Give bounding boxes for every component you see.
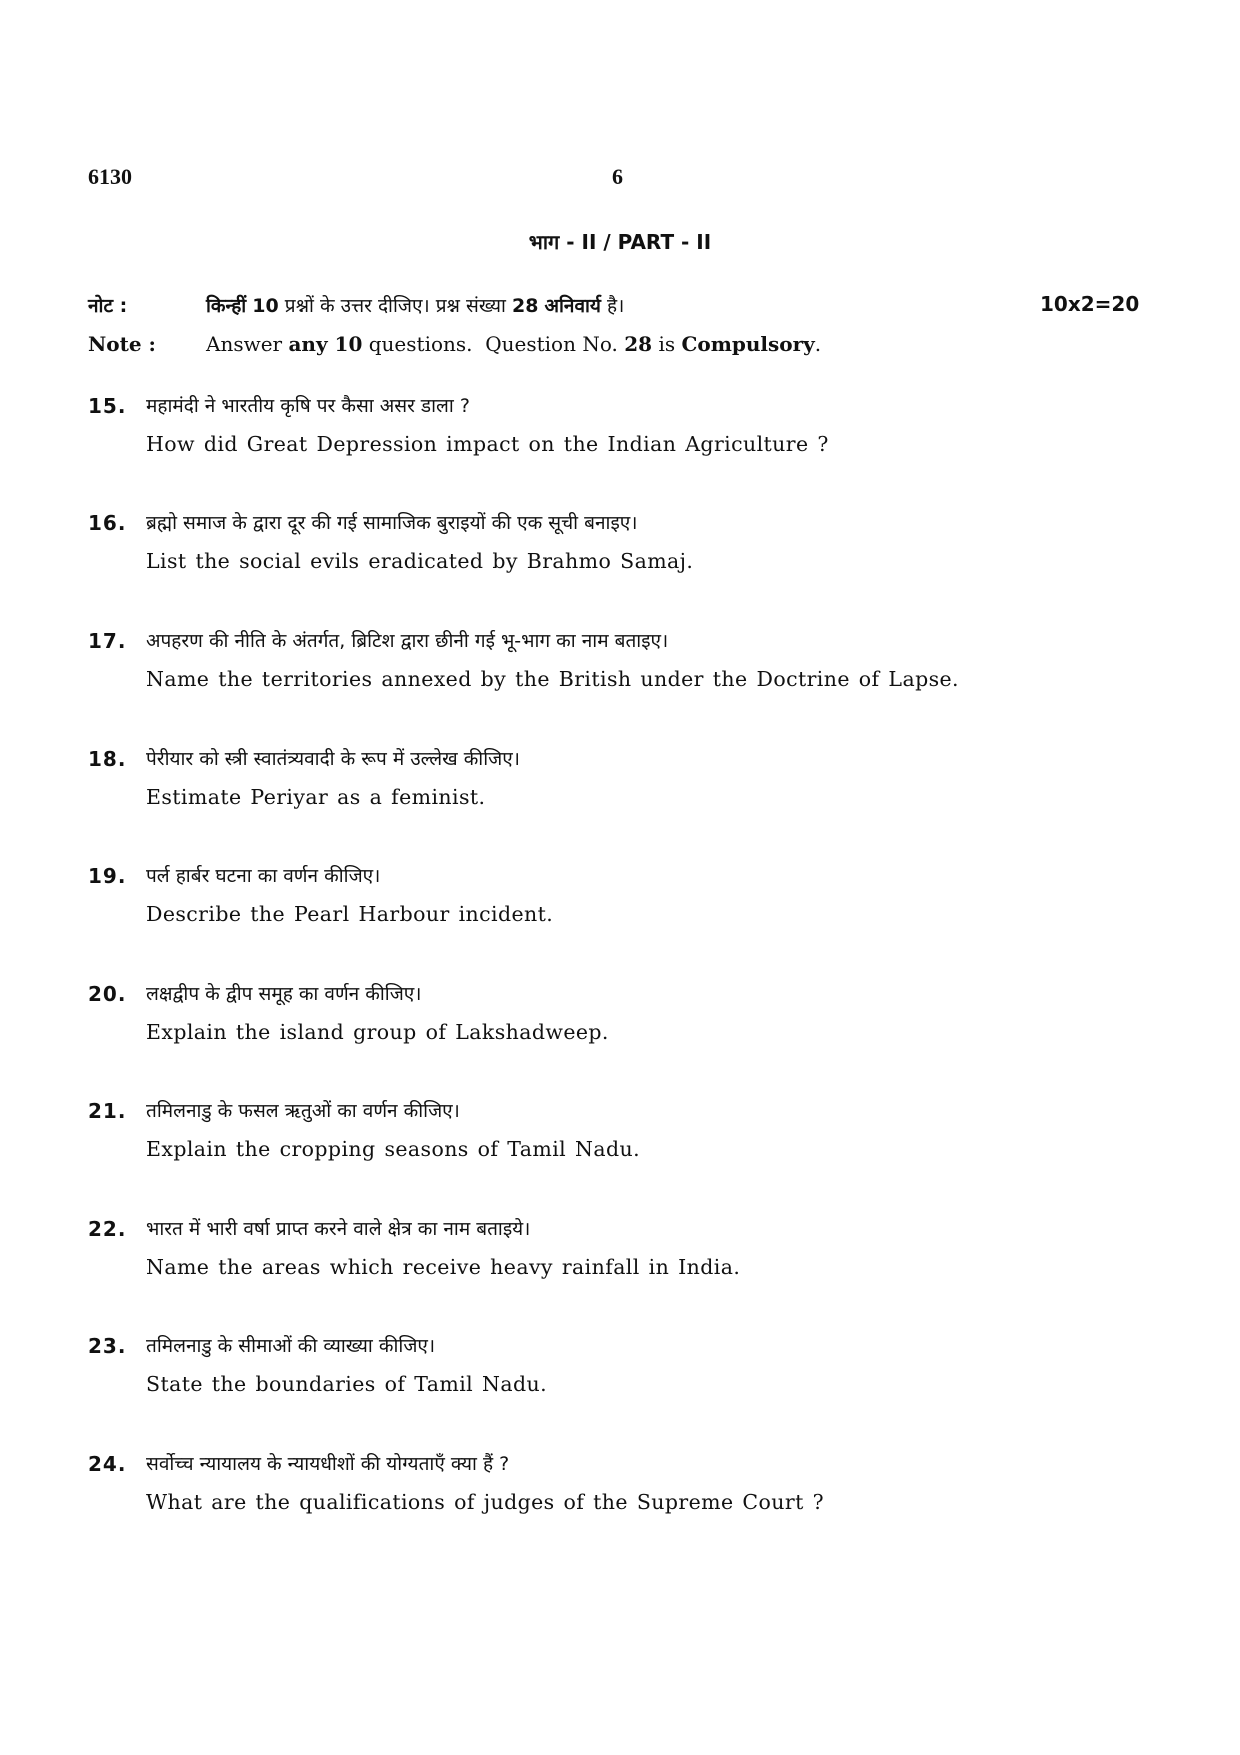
question-english: Estimate Periyar as a feminist. [146, 785, 486, 809]
question-english: Name the areas which receive heavy rainfall in India. [146, 1255, 741, 1279]
question-hindi: महामंदी ने भारतीय कृषि पर कैसा असर डाला ? [146, 395, 470, 417]
question-hindi: ब्रह्मो समाज के द्वारा दूर की गई सामाजिक बुराइयों की एक सूची बनाइए। [146, 512, 638, 534]
note-english-text: questions. Question No. [368, 332, 618, 356]
question-english: List the social evils eradicated by Brahmo Samaj. [146, 549, 694, 573]
note-label-hindi: नोट : [88, 295, 128, 317]
question-english: Describe the Pearl Harbour incident. [146, 902, 554, 926]
question-number: 22. [88, 1217, 127, 1241]
note-english-end: . [814, 332, 822, 356]
note-hindi-count: 10 [252, 295, 279, 317]
marks-allocation: 10x2=20 [1040, 292, 1140, 316]
question-number: 24. [88, 1452, 127, 1476]
note-english-is: is [658, 332, 676, 356]
question-hindi: पर्ल हार्बर घटना का वर्णन कीजिए। [146, 865, 381, 887]
question-hindi: अपहरण की नीति के अंतर्गत, ब्रिटिश द्वारा छीनी गई भू-भाग का नाम बताइए। [146, 630, 669, 652]
part-title: भाग - II / PART - II [528, 230, 712, 254]
paper-code: 6130 [88, 164, 132, 189]
note-hindi-end: है। [607, 295, 625, 317]
page-number: 6 [612, 164, 623, 189]
question-hindi: लक्षद्वीप के द्वीप समूह का वर्णन कीजिए। [146, 983, 422, 1005]
question-number: 23. [88, 1334, 127, 1358]
question-english: State the boundaries of Tamil Nadu. [146, 1372, 548, 1396]
question-number: 16. [88, 511, 127, 535]
question-hindi: तमिलनाडु के फसल ऋतुओं का वर्णन कीजिए। [146, 1100, 460, 1122]
question-number: 17. [88, 629, 127, 653]
question-hindi: पेरीयार को स्त्री स्वातंत्र्यवादी के रूप में उल्लेख कीजिए। [146, 748, 520, 770]
question-english: What are the qualifications of judges of the Supreme Court ? [146, 1490, 825, 1514]
question-english: How did Great Depression impact on the Indian Agriculture ? [146, 432, 829, 456]
note-hindi [88, 292, 624, 318]
note-english [88, 332, 821, 356]
note-english-qno: 28 [624, 332, 653, 356]
note-english-any: any 10 [288, 332, 363, 356]
question-number: 18. [88, 747, 127, 771]
question-hindi: भारत में भारी वर्षा प्राप्त करने वाले क्षेत्र का नाम बताइये। [146, 1218, 531, 1240]
question-hindi: सर्वोच्च न्यायालय के न्यायधीशों की योग्यताएँ क्या हैं ? [146, 1453, 510, 1475]
note-english-pre: Answer [206, 332, 283, 356]
question-hindi: तमिलनाडु के सीमाओं की व्याख्या कीजिए। [146, 1335, 436, 1357]
note-hindi-text: प्रश्नों के उत्तर दीजिए। प्रश्न संख्या [284, 295, 506, 317]
question-english: Explain the cropping seasons of Tamil Nadu. [146, 1137, 641, 1161]
note-label-english: Note : [88, 332, 156, 356]
note-hindi-compulsory: अनिवार्य [544, 295, 601, 317]
note-hindi-any: किन्हीं [206, 295, 247, 317]
question-number: 15. [88, 394, 127, 418]
question-english: Name the territories annexed by the British under the Doctrine of Lapse. [146, 667, 959, 691]
question-number: 20. [88, 982, 127, 1006]
question-english: Explain the island group of Lakshadweep. [146, 1020, 609, 1044]
note-hindi-qno: 28 [511, 295, 539, 317]
question-number: 21. [88, 1099, 127, 1123]
question-number: 19. [88, 864, 127, 888]
note-english-compulsory: Compulsory [681, 332, 815, 356]
